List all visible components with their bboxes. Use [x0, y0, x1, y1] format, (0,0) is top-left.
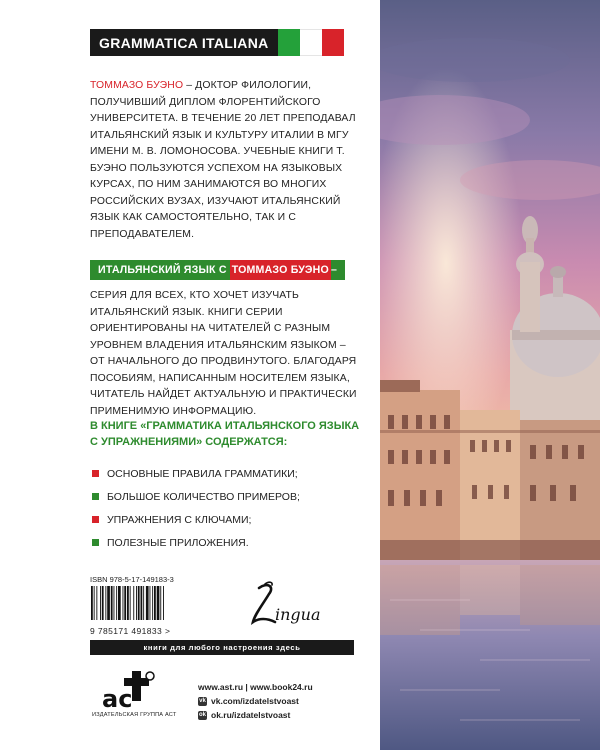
series-title-bar: [90, 29, 344, 56]
barcode-bar: [114, 586, 115, 620]
contents-list: [92, 462, 362, 554]
flag-green-stripe: [278, 29, 300, 56]
list-item: [92, 462, 362, 485]
barcode-bar: [111, 586, 113, 620]
red-square-bullet-icon: [92, 470, 99, 477]
ok-link[interactable]: [198, 708, 313, 722]
barcode-bar: [102, 586, 104, 620]
vk-icon: vk: [199, 698, 206, 704]
green-square-bullet-icon: [92, 493, 99, 500]
list-item: [92, 485, 362, 508]
series-label-start: ИТАЛЬЯНСКИЙ ЯЗЫК С: [98, 264, 227, 276]
barcode-bar: [154, 586, 156, 620]
barcode-bar: [138, 586, 140, 620]
series-label-bar: [90, 260, 345, 280]
red-square-bullet-icon: [92, 516, 99, 523]
isbn-text: ISBN 978-5-17-149183-3: [90, 575, 174, 584]
list-item-text: УПРАЖНЕНИЯ С КЛЮЧАМИ;: [107, 513, 252, 526]
publisher-contacts: [198, 680, 313, 722]
list-item-text: ПОЛЕЗНЫЕ ПРИЛОЖЕНИЯ.: [107, 536, 249, 549]
barcode-bar: [136, 586, 137, 620]
vk-link[interactable]: [198, 694, 313, 708]
barcode-bar: [124, 586, 126, 620]
list-item: [92, 531, 362, 554]
barcode-bar: [141, 586, 143, 620]
barcode-bar: [100, 586, 101, 620]
contents-heading: В КНИГЕ «ГРАММАТИКА ИТАЛЬЯНСКОГО ЯЗЫКА С УПРАЖНЕНИЯМИ» СОДЕРЖАТСЯ:: [90, 420, 360, 448]
series-label-author: ТОММАЗО БУЭНО: [230, 260, 331, 280]
barcode-bar: [150, 586, 151, 620]
lingua-imprint-logo: [245, 580, 335, 632]
barcode-bar: [123, 586, 124, 620]
series-description: СЕРИЯ ДЛЯ ВСЕХ, КТО ХОЧЕТ ИЗУЧАТЬ ИТАЛЬЯНСКИЙ ЯЗЫК. КНИГИ СЕРИИ ОРИЕНТИРОВАНЫ НА ЧИТАТЕЛЕЙ С РАЗНЫМ УРОВНЕМ ВЛАДЕНИЯ ИТАЛЬЯНСКИМ ЯЗЫКОМ – ОТ НАЧАЛЬНОГО ДО ПРОДВИНУТОГО. БЛАГОДАРЯ ПОСОБИЯМ, НАПИСАННЫМ НОСИТЕЛЕМ ЯЗЫКА, ЧИТАТЕЛЬ НАЙДЕТ АКТУАЛЬНУЮ И ПРАКТИЧЕСКИ ПРИМЕНИМУЮ ИНФОРМАЦИЮ.: [90, 290, 357, 417]
vk-link-text: vk.com/izdatelstvoast: [211, 696, 299, 706]
green-square-bullet-icon: [92, 539, 99, 546]
flag-red-stripe: [322, 29, 344, 56]
ast-logo-text: ac: [102, 685, 133, 713]
series-title: GRAMMATICA ITALIANA: [90, 29, 278, 56]
author-name: ТОММАЗО БУЭНО: [90, 80, 184, 91]
barcode-block: [90, 575, 205, 636]
ast-publisher-logo: [90, 667, 180, 727]
list-item-text: ОСНОВНЫЕ ПРАВИЛА ГРАММАТИКИ;: [107, 467, 298, 480]
italian-flag: [278, 29, 344, 56]
series-label-end: –: [330, 264, 338, 276]
barcode-bar: [143, 586, 144, 620]
lingua-logo-text: ingua: [275, 605, 321, 624]
author-paragraph: [90, 78, 360, 243]
barcode-bar: [133, 586, 134, 620]
barcode-bar: [130, 586, 131, 620]
publisher-website[interactable]: www.ast.ru | www.book24.ru: [198, 682, 313, 692]
barcode-bar: [116, 586, 117, 620]
barcode-bar: [160, 586, 161, 620]
venice-photo: [380, 0, 600, 750]
barcode-bar: [152, 586, 153, 620]
publisher-caption: ИЗДАТЕЛЬСКАЯ ГРУППА АСТ: [92, 712, 177, 718]
barcode-bar: [96, 586, 97, 620]
barcode-bar: [118, 586, 121, 620]
slogan-bar: книги для любого настроения здесь: [90, 640, 354, 655]
barcode-bar: [157, 586, 160, 620]
barcode-bar: [163, 586, 164, 620]
ok-link-text: ok.ru/izdatelstvoast: [211, 710, 291, 720]
barcode-bar: [91, 586, 93, 620]
venice-photo-image: [380, 0, 600, 750]
list-item: [92, 508, 362, 531]
barcode-image: [90, 586, 202, 620]
barcode-bar: [146, 586, 149, 620]
flag-white-stripe: [300, 29, 322, 56]
barcode-digits: 9 785171 491833 >: [90, 626, 171, 636]
author-bio: – ДОКТОР ФИЛОЛОГИИ, ПОЛУЧИВШИЙ ДИПЛОМ ФЛОРЕНТИЙСКОГО УНИВЕРСИТЕТА. В ТЕЧЕНИЕ 20 ЛЕТ ПРЕПОДАВАЛ ИТАЛЬЯНСКИЙ ЯЗЫК И КУЛЬТУРУ ИТАЛИИ В МГУ ИМЕНИ М. В. ЛОМОНОСОВА. УЧЕБНЫЕ КНИГИ Т. БУЭНО ПОЛЬЗУЮТСЯ УСПЕХОМ НА ЯЗЫКОВЫХ КУРСАХ, ПО НИМ ЗАНИМАЮТСЯ ВО МНОГИХ РОССИЙСКИХ ВУЗАХ, ИЗУЧАЮТ ИТАЛЬЯНСКИЙ ЯЗЫК КАК САМОСТОЯТЕЛЬНО, ТАК И С ПРЕПОДАВАТЕЛЕМ.: [90, 80, 356, 240]
ok-icon: ok: [198, 712, 206, 718]
barcode-bar: [127, 586, 129, 620]
barcode-bar: [105, 586, 106, 620]
list-item-text: БОЛЬШОЕ КОЛИЧЕСТВО ПРИМЕРОВ;: [107, 490, 300, 503]
barcode-bar: [107, 586, 110, 620]
barcode-bar: [94, 586, 95, 620]
